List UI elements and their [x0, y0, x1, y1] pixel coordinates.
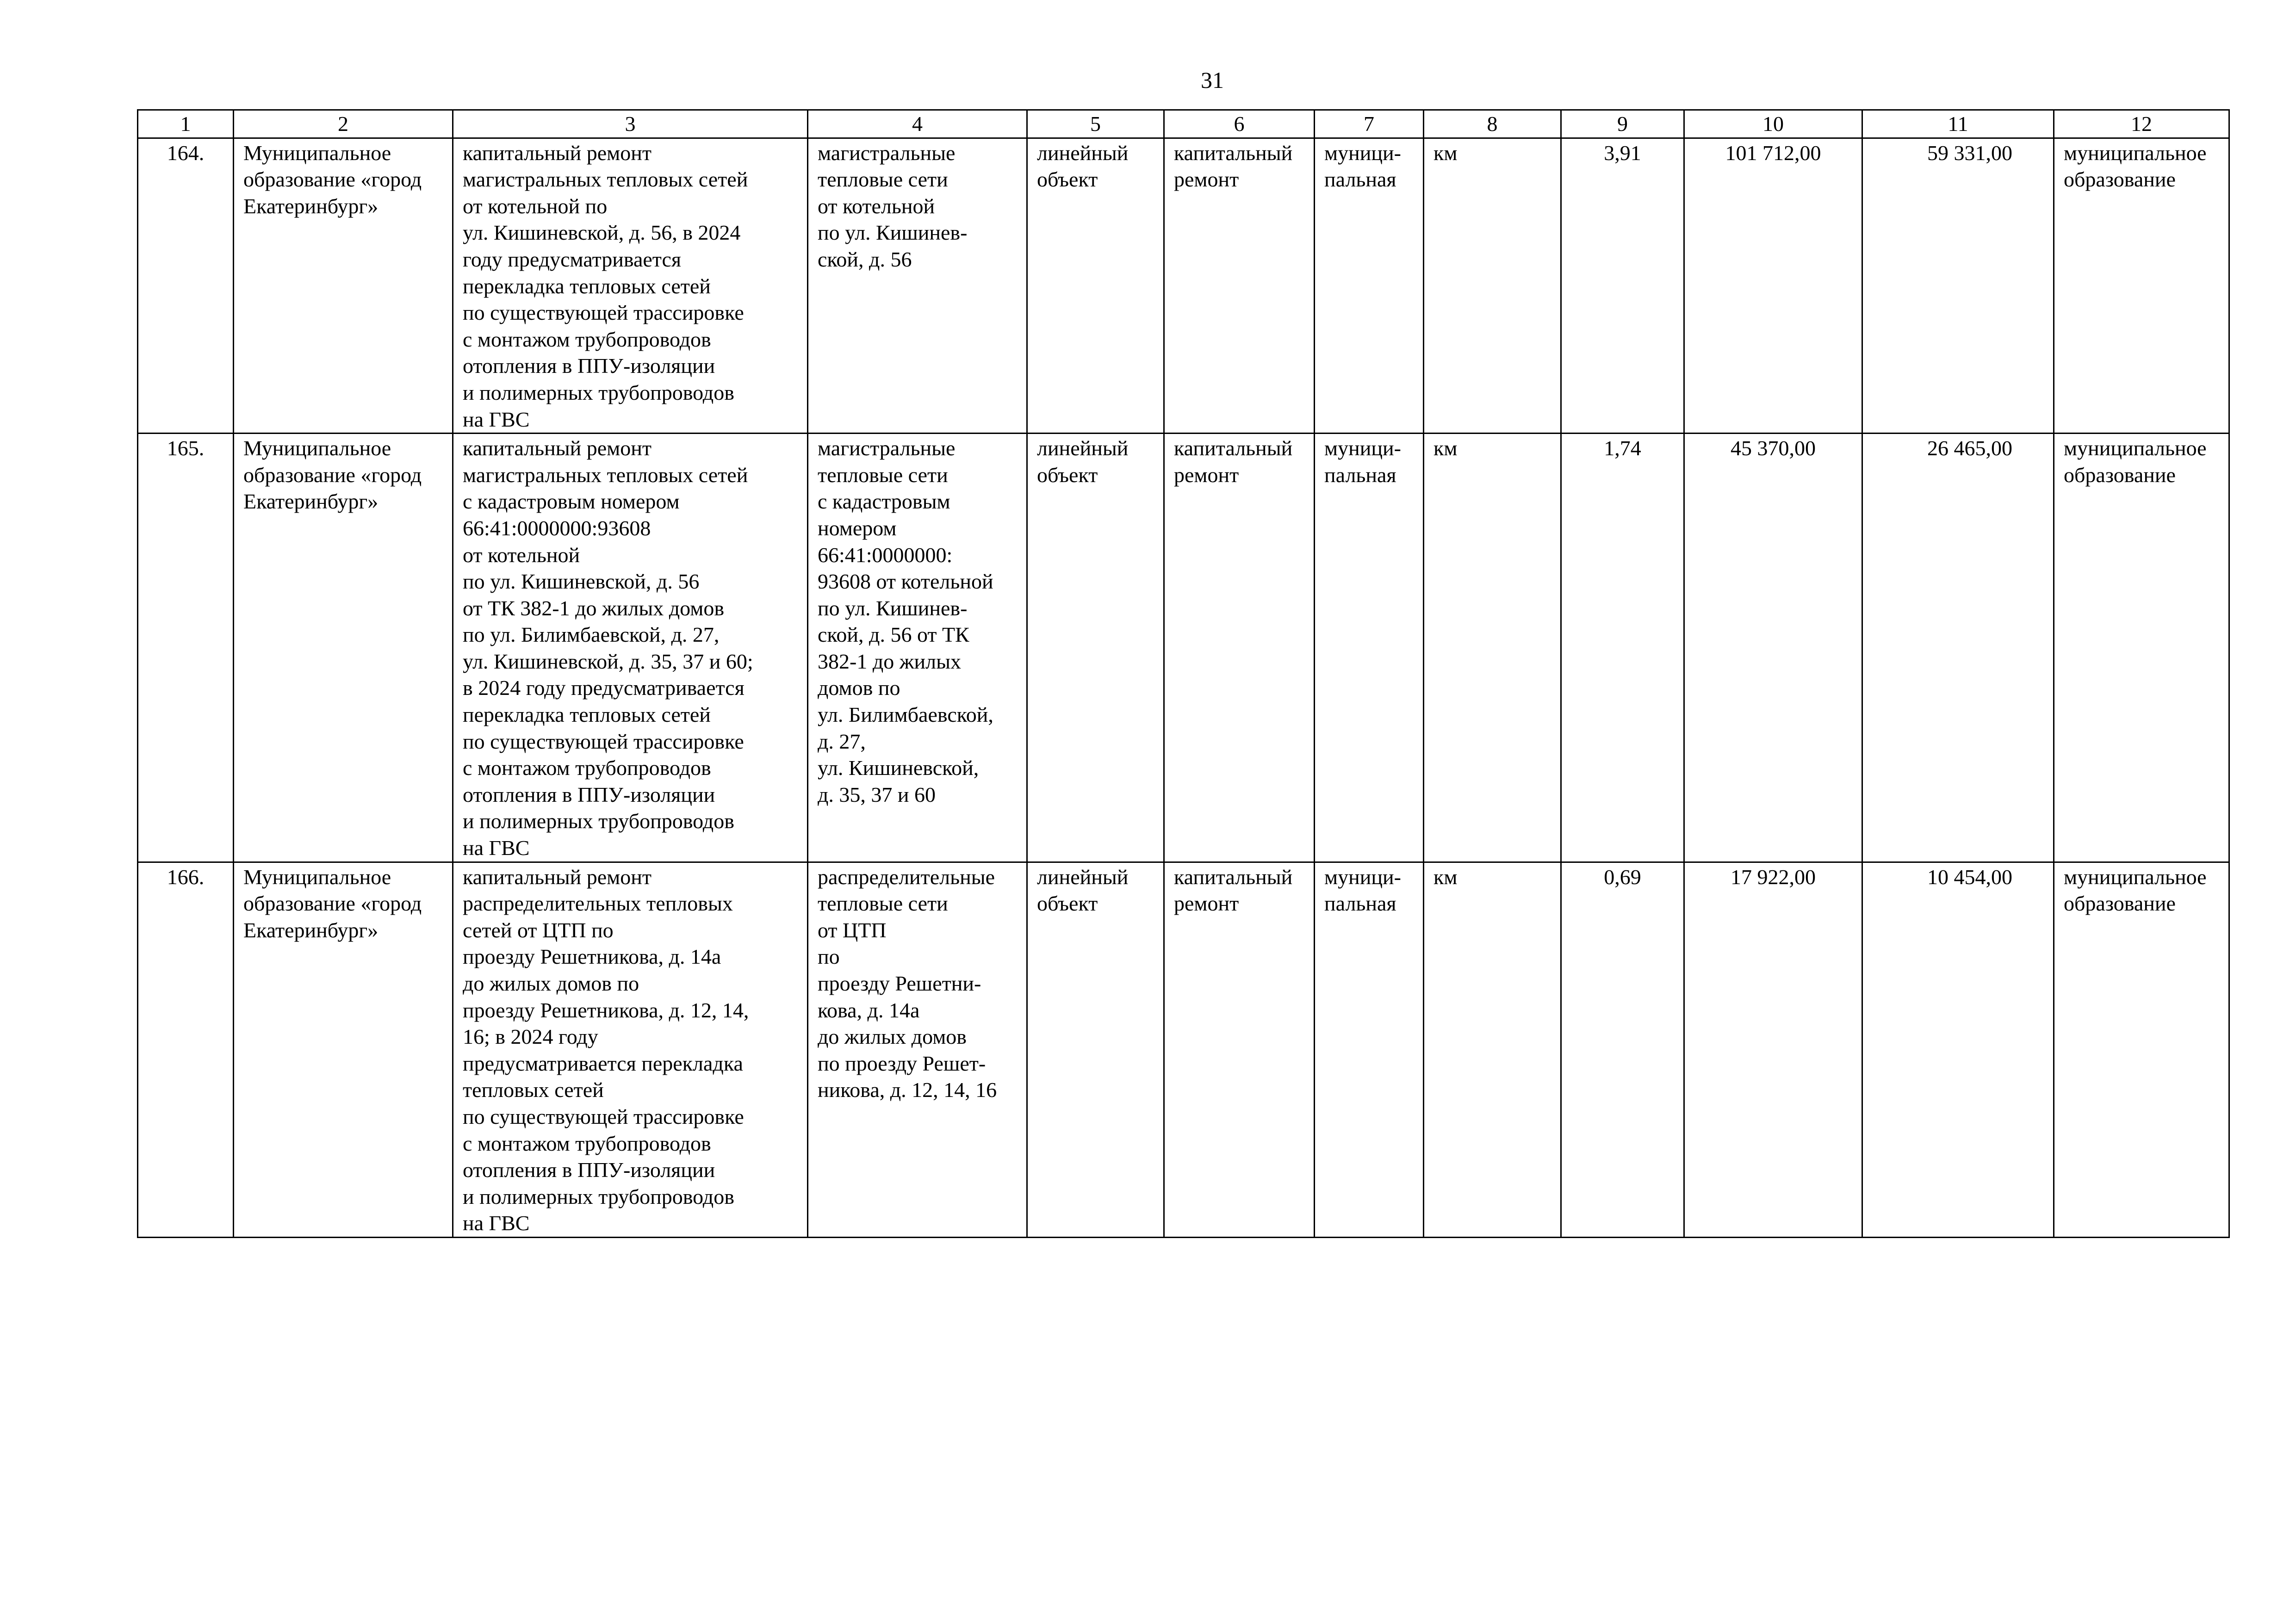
- recipient-cell: муниципальное образование: [2054, 862, 2229, 1237]
- column-header-10: 10: [1684, 110, 1862, 138]
- column-header-3: 3: [453, 110, 808, 138]
- column-header-7: 7: [1315, 110, 1424, 138]
- column-header-9: 9: [1561, 110, 1684, 138]
- object-type-cell: линейный объект: [1027, 862, 1164, 1237]
- work-type-cell: капитальный ремонт: [1164, 862, 1315, 1237]
- cost-total-cell: 101 712,00: [1684, 138, 1862, 434]
- quantity-cell: 3,91: [1561, 138, 1684, 434]
- work-type-cell: капитальный ремонт: [1164, 138, 1315, 434]
- object-type-cell: линейный объект: [1027, 434, 1164, 862]
- column-header-12: 12: [2054, 110, 2229, 138]
- row-number: 166.: [138, 862, 234, 1237]
- quantity-cell: 1,74: [1561, 434, 1684, 862]
- work-type-cell: капитальный ремонт: [1164, 434, 1315, 862]
- row-number: 164.: [138, 138, 234, 434]
- column-header-11: 11: [1862, 110, 2054, 138]
- header-row: [138, 110, 2229, 138]
- unit-cell: км: [1424, 138, 1561, 434]
- object-cell: магистральные тепловые сети с кадастровым номером 66:41:0000000: 93608 от котельной по ул. Кишинев- ской, д. 56 от ТК 382-1 до жилых домов по ул. Билимбаевской, д. 27, ул. Кишиневской, д. 35, 37 и 60: [808, 434, 1027, 862]
- table-row: [138, 434, 2229, 862]
- column-header-4: 4: [808, 110, 1027, 138]
- object-cell: распределительные тепловые сети от ЦТП по проезду Решетни- кова, д. 14а до жилых домов по проезду Решет- никова, д. 12, 14, 16: [808, 862, 1027, 1237]
- column-header-1: 1: [138, 110, 234, 138]
- page-number: 31: [1201, 67, 1224, 93]
- ownership-cell: муници- пальная: [1315, 862, 1424, 1237]
- cost-total-cell: 17 922,00: [1684, 862, 1862, 1237]
- ownership-cell: муници- пальная: [1315, 434, 1424, 862]
- unit-cell: км: [1424, 862, 1561, 1237]
- unit-cell: км: [1424, 434, 1561, 862]
- description-cell: капитальный ремонт распределительных тепловых сетей от ЦТП по проезду Решетникова, д. 14а до жилых домов по проезду Решетникова, д. 12, 14, 16; в 2024 году предусматривается перекладка тепловых сетей по существующей трассировке с монтажом трубопроводов отопления в ППУ-изоляции и полимерных трубопроводов на ГВС: [453, 862, 808, 1237]
- table-row: [138, 138, 2229, 434]
- object-type-cell: линейный объект: [1027, 138, 1164, 434]
- cost-part-cell: 59 331,00: [1862, 138, 2054, 434]
- recipient-cell: муниципальное образование: [2054, 434, 2229, 862]
- owner-cell: Муниципальное образование «город Екатеринбург»: [234, 862, 453, 1237]
- recipient-cell: муниципальное образование: [2054, 138, 2229, 434]
- cost-part-cell: 10 454,00: [1862, 862, 2054, 1237]
- owner-cell: Муниципальное образование «город Екатеринбург»: [234, 138, 453, 434]
- description-cell: капитальный ремонт магистральных тепловых сетей от котельной по ул. Кишиневской, д. 56, в 2024 году предусматривается перекладка тепловых сетей по существующей трассировке с монтажом трубопроводов отопления в ППУ-изоляции и полимерных трубопроводов на ГВС: [453, 138, 808, 434]
- column-header-2: 2: [234, 110, 453, 138]
- column-header-5: 5: [1027, 110, 1164, 138]
- ownership-cell: муници- пальная: [1315, 138, 1424, 434]
- cost-total-cell: 45 370,00: [1684, 434, 1862, 862]
- object-cell: магистральные тепловые сети от котельной по ул. Кишинев- ской, д. 56: [808, 138, 1027, 434]
- table-row: [138, 862, 2229, 1237]
- column-header-8: 8: [1424, 110, 1561, 138]
- owner-cell: Муниципальное образование «город Екатеринбург»: [234, 434, 453, 862]
- description-cell: капитальный ремонт магистральных тепловых сетей с кадастровым номером 66:41:0000000:93608 от котельной по ул. Кишиневской, д. 56 от ТК 382-1 до жилых домов по ул. Билимбаевской, д. 27, ул. Кишиневской, д. 35, 37 и 60; в 2024 году предусматривается перекладка тепловых сетей по существующей трассировке с монтажом трубопроводов отопления в ППУ-изоляции и полимерных трубопроводов на ГВС: [453, 434, 808, 862]
- quantity-cell: 0,69: [1561, 862, 1684, 1237]
- cost-part-cell: 26 465,00: [1862, 434, 2054, 862]
- row-number: 165.: [138, 434, 234, 862]
- column-header-6: 6: [1164, 110, 1315, 138]
- registry-table: [137, 109, 2230, 1238]
